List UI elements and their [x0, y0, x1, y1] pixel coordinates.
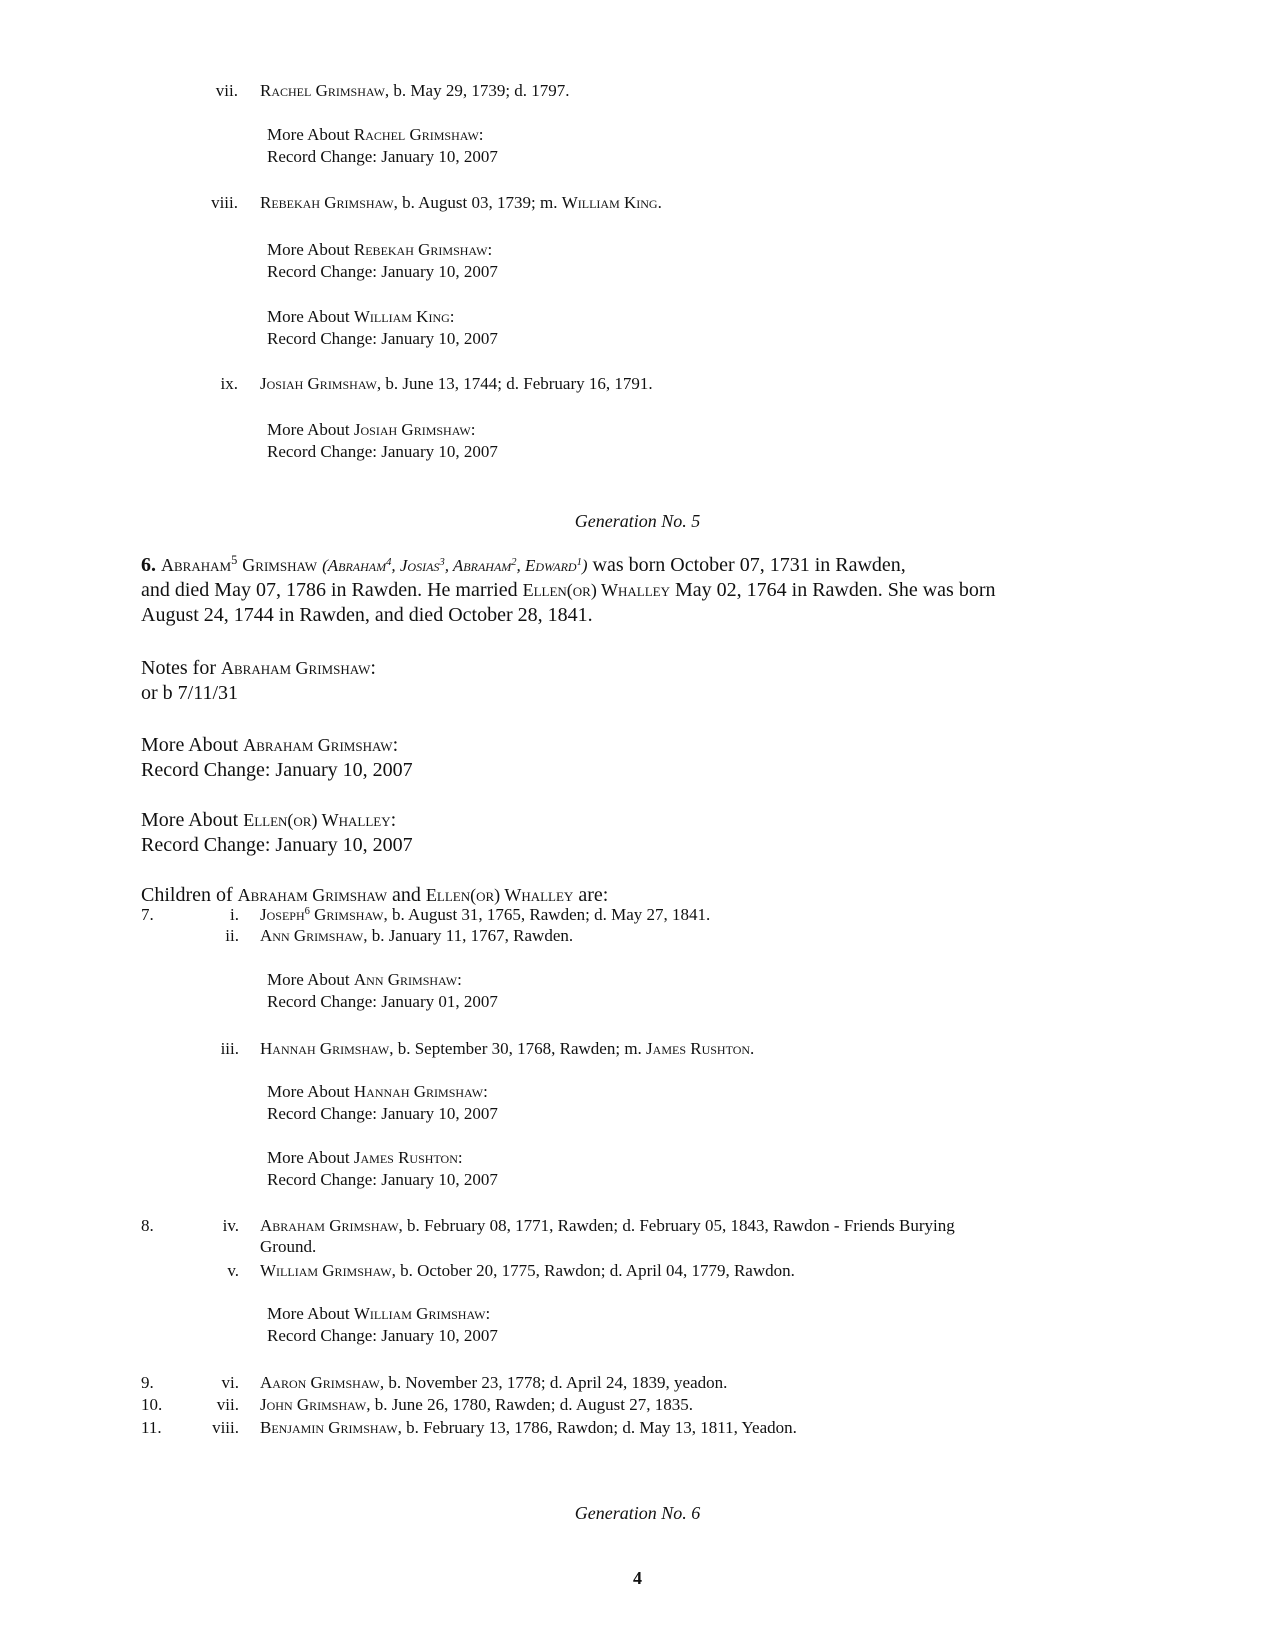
more-about-label: More About [267, 1304, 354, 1323]
sep: , [444, 556, 453, 575]
child-roman: iv. [222, 1216, 239, 1235]
child-roman: vii. [216, 1395, 239, 1414]
more-about-line [141, 810, 396, 830]
person-line-2 [141, 580, 996, 600]
colon: : [449, 307, 455, 326]
father-name: Abraham Grimshaw [237, 885, 388, 905]
colon: : [483, 1082, 488, 1101]
ancestor-sup: 2 [511, 557, 517, 569]
more-about-label: More About [267, 1148, 354, 1167]
are: are: [573, 884, 609, 906]
more-about-name: Rachel Grimshaw [353, 125, 479, 144]
death-marriage-text: and died May 07, 1786 in Rawden. He married [141, 579, 523, 601]
child-roman: viii. [211, 193, 238, 212]
record-change: Record Change: January 10, 2007 [267, 1170, 498, 1189]
ancestor: Abraham [452, 556, 512, 575]
ancestor: Abraham [327, 556, 387, 575]
more-about-name: Josiah Grimshaw [353, 420, 471, 439]
more-about-label: More About [267, 1082, 354, 1101]
colon: : [390, 809, 397, 831]
child-details: , b. September 30, 1768, Rawden; m. [389, 1039, 647, 1058]
ancestor-sup: 4 [386, 557, 392, 569]
notes-name: Abraham Grimshaw [220, 658, 371, 678]
more-about-line [267, 971, 462, 988]
child-details: , b. October 20, 1775, Rawdon; d. April 04, 1779, Rawdon. [391, 1261, 795, 1280]
record-change: Record Change: January 10, 2007 [267, 147, 498, 166]
more-about-line [141, 735, 398, 755]
record-change: Record Change: January 10, 2007 [267, 262, 498, 281]
ancestor-sup: 3 [439, 557, 445, 569]
record-change: Record Change: January 10, 2007 [141, 759, 413, 781]
notes-label: Notes for [141, 657, 221, 679]
child-details: , b. August 03, 1739; m. [393, 193, 562, 212]
child-roman: iii. [220, 1039, 239, 1058]
children-heading [141, 885, 608, 905]
colon: : [478, 125, 484, 144]
child-details: , b. November 23, 1778; d. April 24, 1839, yeadon. [379, 1373, 728, 1392]
child-line [260, 1262, 795, 1279]
child-name: Josiah Grimshaw [260, 374, 377, 393]
child-name: William Grimshaw [260, 1261, 392, 1280]
marriage-text: May 02, 1764 in Rawden. She was born [669, 579, 996, 601]
person-name: Abraham [161, 555, 232, 575]
person-line-3: August 24, 1744 in Rawden, and died October 28, 1841. [141, 604, 593, 626]
notes-heading [141, 658, 376, 678]
person-line-1 [141, 555, 906, 575]
colon: : [457, 1148, 463, 1167]
more-about-name: Hannah Grimshaw [353, 1082, 484, 1101]
colon: : [485, 1304, 491, 1323]
record-change: Record Change: January 10, 2007 [267, 1326, 498, 1345]
more-about-label: More About [141, 734, 244, 756]
period: . [657, 193, 662, 212]
more-about-line [267, 421, 475, 438]
colon: : [392, 734, 399, 756]
record-change: Record Change: January 01, 2007 [267, 992, 498, 1011]
generation-sup: 5 [231, 553, 238, 568]
child-details: , b. February 13, 1786, Rawdon; d. May 13, 1811, Yeadon. [397, 1418, 797, 1437]
spouse-name: Ellen(or) Whalley [522, 580, 670, 600]
child-line [260, 1374, 727, 1391]
child-line [260, 1040, 754, 1057]
child-roman: vi. [221, 1373, 239, 1392]
colon: : [470, 420, 476, 439]
and: and [387, 884, 426, 906]
more-about-name: William Grimshaw [353, 1304, 486, 1323]
more-about-line [267, 308, 455, 325]
child-roman: viii. [212, 1418, 239, 1437]
children-label: Children of [141, 884, 238, 906]
child-name: Benjamin Grimshaw [260, 1418, 398, 1437]
paren: ) [581, 556, 588, 575]
person-surname: Grimshaw [242, 555, 318, 575]
more-about-name: Ellen(or) Whalley [243, 810, 391, 830]
child-details: , b. June 13, 1744; d. February 16, 1791. [376, 374, 653, 393]
record-change: Record Change: January 10, 2007 [267, 329, 498, 348]
birth-text: was born October 07, 1731 in Rawden, [587, 554, 906, 576]
more-about-line [267, 1149, 463, 1166]
child-name: Abraham Grimshaw [260, 1216, 399, 1235]
child-line [260, 1217, 955, 1234]
generation-sup: 6 [304, 906, 310, 918]
paren: ( [322, 556, 328, 575]
more-about-label: More About [267, 970, 354, 989]
child-details: , b. August 31, 1765, Rawden; d. May 27, 1841. [383, 905, 711, 924]
ancestor: Edward [525, 556, 577, 575]
lineage [322, 556, 587, 575]
generation-heading: Generation No. 5 [574, 511, 701, 531]
child-line-continued: Ground. [260, 1237, 317, 1256]
descendant-number: 9. [141, 1373, 154, 1392]
child-line [260, 1396, 693, 1413]
child-name: Aaron Grimshaw [260, 1373, 380, 1392]
more-about-name: James Rushton [353, 1148, 458, 1167]
child-details: , b. May 29, 1739; d. 1797. [384, 81, 570, 100]
page-number: 4 [633, 1568, 642, 1588]
more-about-label: More About [267, 420, 354, 439]
descendant-number: 7. [141, 905, 154, 924]
more-about-name: Ann Grimshaw [353, 970, 458, 989]
more-about-label: More About [141, 809, 244, 831]
descendant-number: 11. [141, 1418, 162, 1437]
child-line [260, 82, 570, 99]
child-details: , b. February 08, 1771, Rawden; d. February 05, 1843, Rawdon - Friends Burying [398, 1216, 955, 1235]
mother-name: Ellen(or) Whalley [425, 885, 574, 905]
child-line [260, 906, 710, 923]
child-name: Rachel Grimshaw [260, 81, 385, 100]
colon: : [487, 240, 493, 259]
spouse-name: James Rushton [646, 1039, 751, 1058]
child-name: Joseph [260, 905, 305, 924]
child-line [260, 927, 573, 944]
colon: : [457, 970, 462, 989]
ancestor: Josias [399, 556, 440, 575]
child-roman: vii. [215, 81, 238, 100]
child-surname: Grimshaw [309, 905, 384, 924]
more-about-name: William King [353, 307, 450, 326]
child-line [260, 375, 653, 392]
notes-text: or b 7/11/31 [141, 682, 239, 704]
person-number: 6. [141, 554, 156, 576]
period: . [750, 1039, 755, 1058]
child-roman: ix. [220, 374, 238, 393]
more-about-line [267, 1305, 490, 1322]
colon: : [370, 657, 376, 679]
record-change: Record Change: January 10, 2007 [267, 442, 498, 461]
child-roman: i. [230, 905, 239, 924]
child-name: Rebekah Grimshaw [260, 193, 394, 212]
sep: , [391, 556, 400, 575]
more-about-line [267, 126, 484, 143]
more-about-line [267, 241, 492, 258]
sep: , [516, 556, 526, 575]
child-details: , b. June 26, 1780, Rawden; d. August 27, 1835. [366, 1395, 693, 1414]
ancestor-sup: 1 [576, 557, 582, 569]
record-change: Record Change: January 10, 2007 [267, 1104, 498, 1123]
child-roman: v. [227, 1261, 239, 1280]
child-line [260, 1419, 797, 1436]
record-change: Record Change: January 10, 2007 [141, 834, 413, 856]
spouse-name: William King [561, 193, 658, 212]
child-name: Hannah Grimshaw [260, 1039, 390, 1058]
child-roman: ii. [225, 926, 239, 945]
descendant-number: 8. [141, 1216, 154, 1235]
more-about-label: More About [267, 125, 354, 144]
child-name: Ann Grimshaw [260, 926, 364, 945]
child-name: John Grimshaw [260, 1395, 367, 1414]
more-about-label: More About [267, 240, 354, 259]
descendant-number: 10. [141, 1395, 163, 1414]
more-about-name: Rebekah Grimshaw [353, 240, 488, 259]
more-about-line [267, 1083, 488, 1100]
child-details: , b. January 11, 1767, Rawden. [363, 926, 574, 945]
more-about-label: More About [267, 307, 354, 326]
child-line [260, 194, 662, 211]
more-about-name: Abraham Grimshaw [243, 735, 393, 755]
generation-heading: Generation No. 6 [574, 1503, 701, 1523]
